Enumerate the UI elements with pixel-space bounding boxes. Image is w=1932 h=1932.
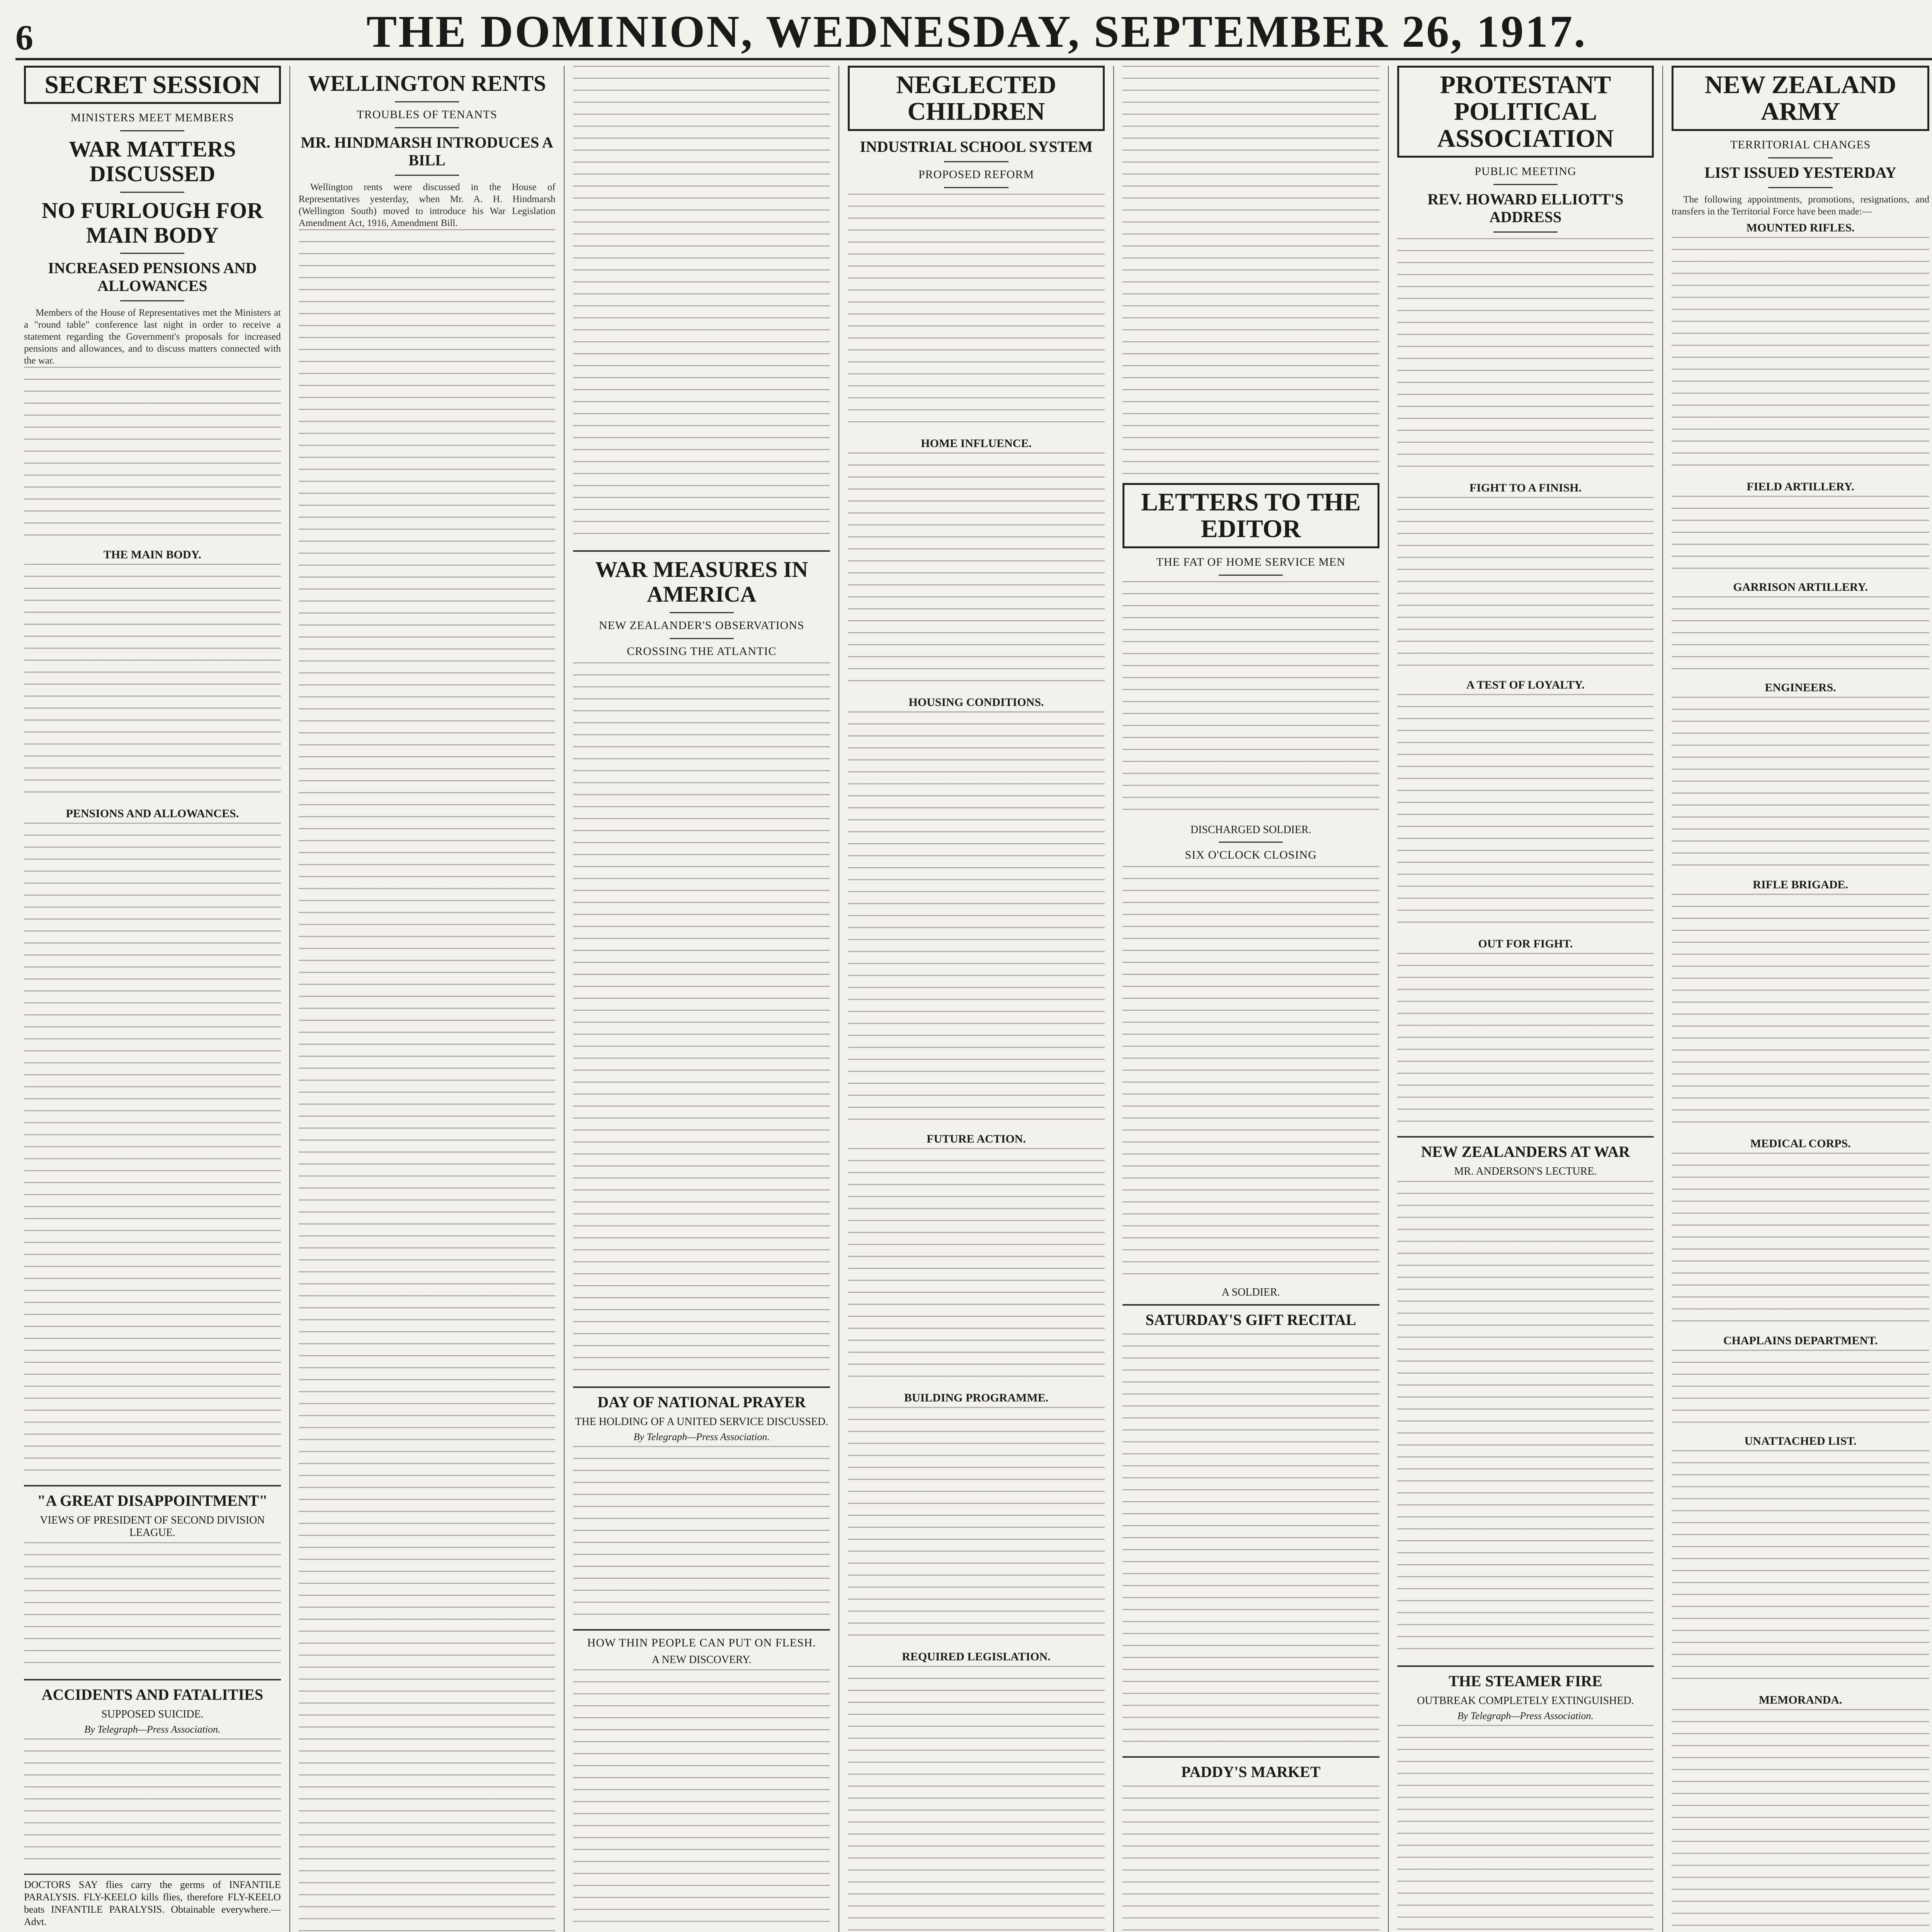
article-intro: Wellington rents were discussed in the House of Representatives yesterday, when Mr. A. H. Hindmarsh (Wellington South) moved to introduce his War Legislation Amendment Act, 1916, Amendment Bill. xyxy=(298,182,556,228)
column-1 xyxy=(15,66,290,1932)
article-intro: Members of the House of Representatives met the Ministers at a "round table" conference last night in order to receive a statement regarding the Government's proposals for increased pensions and allowances, and to discuss matters connected with the war. xyxy=(24,308,281,366)
dateline: By Telegraph—Press Association. xyxy=(1457,1710,1594,1721)
subhead-home-influence: HOME INFLUENCE. xyxy=(921,437,1032,450)
dateline: By Telegraph—Press Association. xyxy=(84,1724,221,1735)
subhead-six-oclock: SIX O'CLOCK CLOSING xyxy=(1185,848,1317,861)
subhead-chaplains: CHAPLAINS DEPARTMENT. xyxy=(1723,1334,1878,1347)
newspaper-title: THE DOMINION, WEDNESDAY, SEPTEMBER 26, 1917. xyxy=(366,6,1587,57)
subhead-medical-corps: MEDICAL CORPS. xyxy=(1750,1137,1851,1150)
subhead-observations: NEW ZEALANDER'S OBSERVATIONS xyxy=(599,619,804,632)
subhead-future-action: FUTURE ACTION. xyxy=(927,1132,1026,1145)
subhead-memoranda: MEMORANDA. xyxy=(1759,1693,1842,1706)
subhead-building: BUILDING PROGRAMME. xyxy=(904,1391,1049,1404)
headline-thin-people: HOW THIN PEOPLE CAN PUT ON FLESH. xyxy=(587,1636,816,1649)
subhead-new-discovery: A NEW DISCOVERY. xyxy=(651,1653,752,1666)
subhead-list-issued: LIST ISSUED YESTERDAY xyxy=(1704,163,1896,181)
subhead-field-artillery: FIELD ARTILLERY. xyxy=(1747,480,1854,493)
subhead-main-body: THE MAIN BODY. xyxy=(103,548,201,561)
masthead xyxy=(15,6,1932,60)
headline-war-matters: WAR MATTERS DISCUSSED xyxy=(69,136,236,187)
subhead-pensions: PENSIONS AND ALLOWANCES. xyxy=(66,807,239,820)
headline-industrial-school: INDUSTRIAL SCHOOL SYSTEM xyxy=(860,138,1093,155)
headline-protestant: PROTESTANT POLITICAL ASSOCIATION xyxy=(1397,66,1654,158)
headline-nz-at-war: NEW ZEALANDERS AT WAR xyxy=(1421,1143,1630,1160)
subhead-troubles: TROUBLES OF TENANTS xyxy=(357,108,497,121)
signoff-soldier: A SOLDIER. xyxy=(1221,1286,1280,1298)
column-6 xyxy=(1389,66,1663,1932)
advertisement-fly-keelo: DOCTORS SAY flies carry the germs of INFANTILE PARALYSIS. FLY-KEELO kills flies, therefore FLY-KEELO beats INFANTILE PARALYSIS. Obtainable everywhere.—Advt. xyxy=(24,1874,281,1928)
headline-secret-session: SECRET SESSION xyxy=(24,66,281,104)
subhead-territorial: TERRITORIAL CHANGES xyxy=(1730,138,1871,151)
headline-national-prayer: DAY OF NATIONAL PRAYER xyxy=(597,1393,806,1411)
column-4 xyxy=(839,66,1114,1932)
subhead-garrison-artillery: GARRISON ARTILLERY. xyxy=(1733,580,1868,594)
headline-gift-recital: SATURDAY'S GIFT RECITAL xyxy=(1145,1311,1356,1328)
column-5 xyxy=(1114,66,1389,1932)
subhead-fight: FIGHT TO A FINISH. xyxy=(1469,481,1582,494)
subhead-mounted-rifles: MOUNTED RIFLES. xyxy=(1746,221,1855,234)
headline-no-furlough: NO FURLOUGH FOR MAIN BODY xyxy=(41,197,264,248)
subhead-out-for-fight: OUT FOR FIGHT. xyxy=(1478,937,1573,950)
subhead-anderson: MR. ANDERSON'S LECTURE. xyxy=(1454,1165,1597,1177)
page-number: 6 xyxy=(15,18,33,57)
headline-war-measures: WAR MEASURES IN AMERICA xyxy=(595,557,808,607)
subhead-hindmarsh-bill: MR. HINDMARSH INTRODUCES A BILL xyxy=(301,133,553,169)
headline-wellington-rents: WELLINGTON RENTS xyxy=(308,71,546,96)
subhead-suicide: SUPPOSED SUICIDE. xyxy=(101,1708,204,1721)
subhead-home-service: THE FAT OF HOME SERVICE MEN xyxy=(1156,555,1345,568)
column-3 xyxy=(565,66,839,1932)
subhead-elliott: REV. HOWARD ELLIOTT'S ADDRESS xyxy=(1427,190,1624,226)
headline-neglected-children: NEGLECTED CHILDREN xyxy=(848,66,1105,131)
article-intro: The following appointments, promotions, resignations, and transfers in the Territorial Force have been made:— xyxy=(1672,194,1929,217)
headline-increased-pensions: INCREASED PENSIONS AND ALLOWANCES xyxy=(48,259,257,295)
column-7 xyxy=(1663,66,1932,1932)
headline-steamer-fire: THE STEAMER FIRE xyxy=(1448,1672,1602,1690)
subhead-unattached: UNATTACHED LIST. xyxy=(1744,1434,1857,1447)
headline-letters: LETTERS TO THE EDITOR xyxy=(1122,483,1379,548)
column-2 xyxy=(290,66,565,1932)
headline-disappointment: "A GREAT DISAPPOINTMENT" xyxy=(37,1492,268,1510)
subhead-extinguished: OUTBREAK COMPLETELY EXTINGUISHED. xyxy=(1417,1694,1634,1707)
subhead-ministers: MINISTERS MEET MEMBERS xyxy=(70,111,234,124)
signoff-discharged: DISCHARGED SOLDIER. xyxy=(1190,823,1311,836)
subhead-legislation: REQUIRED LEGISLATION. xyxy=(902,1650,1051,1663)
subhead-rifle-brigade: RIFLE BRIGADE. xyxy=(1753,878,1848,891)
headline-accidents: ACCIDENTS AND FATALITIES xyxy=(41,1686,264,1704)
dateline: By Telegraph—Press Association. xyxy=(633,1431,770,1442)
headline-paddys-market: PADDY'S MARKET xyxy=(1181,1763,1321,1781)
subhead-loyalty: A TEST OF LOYALTY. xyxy=(1466,678,1585,691)
headline-nz-army: NEW ZEALAND ARMY xyxy=(1672,66,1929,131)
subhead-proposed-reform: PROPOSED REFORM xyxy=(918,168,1034,181)
subhead-housing: HOUSING CONDITIONS. xyxy=(908,696,1044,709)
columns xyxy=(15,66,1932,1932)
subhead-united-service: THE HOLDING OF A UNITED SERVICE DISCUSSED. xyxy=(575,1415,828,1428)
subhead-engineers: ENGINEERS. xyxy=(1765,681,1836,694)
subhead-atlantic: CROSSING THE ATLANTIC xyxy=(627,645,777,658)
subhead-second-division: VIEWS OF PRESIDENT OF SECOND DIVISION LEAGUE. xyxy=(40,1514,265,1539)
subhead-public-meeting: PUBLIC MEETING xyxy=(1475,165,1577,178)
